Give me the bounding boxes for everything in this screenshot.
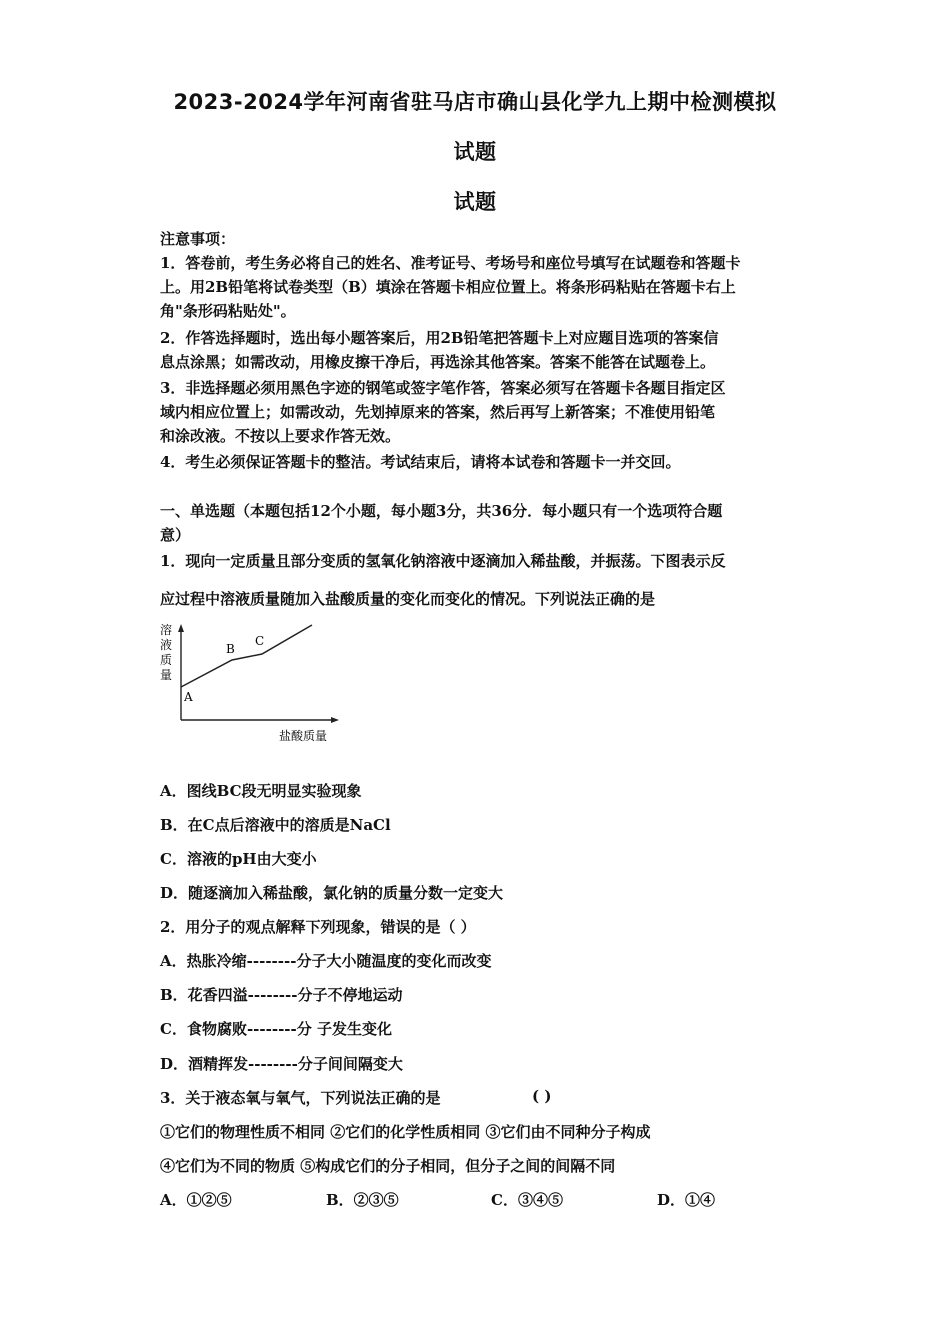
q1-option-d: D．随逐滴加入稀盐酸，氯化钠的质量分数一定变大 <box>160 884 504 902</box>
notice-heading: 注意事项： <box>160 230 236 248</box>
page-title-line3: 试题 <box>453 190 497 214</box>
notice-line: 域内相应位置上；如需改动，先划掉原来的答案，然后再写上新答案；不准使用铅笔 <box>160 403 716 421</box>
notice-line: 3．非选择题必须用黑色字迹的钢笔或签字笔作答，答案必须写在答题卡各题目指定区 <box>160 379 726 397</box>
notice-line: 息点涂黑；如需改动，用橡皮擦干净后，再选涂其他答案。答案不能答在试题卷上。 <box>160 353 716 371</box>
figure-x-label: 盐酸质量 <box>279 729 328 743</box>
figure-y-label: 量 <box>160 668 173 682</box>
q1-stem: 1．现向一定质量且部分变质的氢氧化钠溶液中逐滴加入稀盐酸，并振荡。下图表示反 <box>160 552 726 570</box>
q3-statements-cont: ④它们为不同的物质 ⑤构成它们的分子相同，但分子之间的间隔不同 <box>160 1157 616 1175</box>
q2-option-c: C．食物腐败--------分 子发生变化 <box>160 1020 392 1038</box>
q3-answer-bracket: ( ) <box>532 1087 552 1105</box>
q3-stem: 3．关于液态氧与氧气，下列说法正确的是 <box>160 1089 441 1107</box>
page-title-line2: 试题 <box>453 140 497 164</box>
notice-line: 2．作答选择题时，选出每小题答案后，用2B铅笔把答题卡上对应题目选项的答案信 <box>160 329 719 347</box>
q2-option-a: A．热胀冷缩--------分子大小随温度的变化而改变 <box>160 952 492 970</box>
q3-option-d: D．①④ <box>657 1191 716 1209</box>
q1-figure <box>155 615 355 750</box>
figure-point-c: C <box>255 634 265 648</box>
q3-statements: ①它们的物理性质不相同 ②它们的化学性质相同 ③它们由不同种分子构成 <box>160 1123 651 1141</box>
figure-y-label: 溶 <box>160 623 173 637</box>
q2-stem: 2．用分子的观点解释下列现象，错误的是（ ） <box>160 918 476 936</box>
figure-curve <box>181 625 312 687</box>
figure-y-label: 液 <box>160 638 173 652</box>
section-heading-cont: 意） <box>160 526 191 544</box>
figure-y-label: 质 <box>160 653 173 667</box>
figure-point-b: B <box>226 642 235 656</box>
q1-option-a: A．图线BC段无明显实验现象 <box>160 782 362 800</box>
figure-point-a: A <box>184 690 193 704</box>
notice-line: 角"条形码粘贴处"。 <box>160 302 296 320</box>
q3-option-a: A．①②⑤ <box>160 1191 232 1209</box>
notice-line: 1．答卷前，考生务必将自己的姓名、准考证号、考场号和座位号填写在试题卷和答题卡 <box>160 254 741 272</box>
q3-option-b: B．②③⑤ <box>326 1191 399 1209</box>
q2-option-d: D．酒精挥发--------分子间间隔变大 <box>160 1055 403 1073</box>
figure-y-arrow <box>178 624 184 632</box>
q2-option-b: B．花香四溢--------分子不停地运动 <box>160 986 403 1004</box>
notice-line: 上。用2B铅笔将试卷类型（B）填涂在答题卡相应位置上。将条形码粘贴在答题卡右上 <box>160 278 736 296</box>
q1-option-c: C．溶液的pH由大变小 <box>160 850 317 868</box>
q3-option-c: C．③④⑤ <box>491 1191 563 1209</box>
q1-stem-cont: 应过程中溶液质量随加入盐酸质量的变化而变化的情况。下列说法正确的是 <box>160 590 656 608</box>
notice-line: 和涂改液。不按以上要求作答无效。 <box>160 427 401 445</box>
q1-option-b: B．在C点后溶液中的溶质是NaCl <box>160 816 391 834</box>
section-heading: 一、单选题（本题包括12个小题，每小题3分，共36分．每小题只有一个选项符合题 <box>160 502 723 520</box>
figure-x-arrow <box>331 717 339 723</box>
page-title-line1: 2023-2024学年河南省驻马店市确山县化学九上期中检测模拟 <box>173 90 777 114</box>
notice-line: 4．考生必须保证答题卡的整洁。考试结束后，请将本试卷和答题卡一并交回。 <box>160 453 681 471</box>
